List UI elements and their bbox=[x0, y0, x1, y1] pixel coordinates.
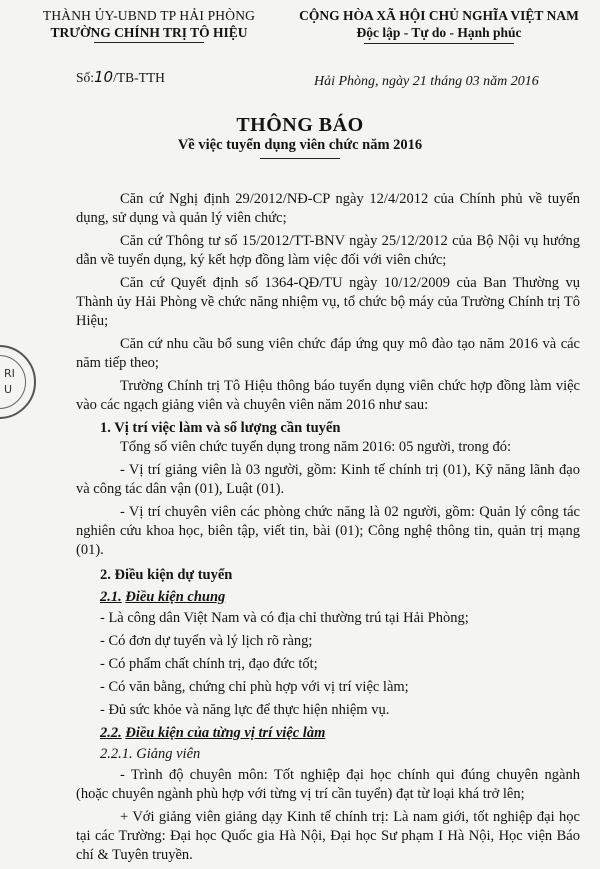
national-heading bbox=[284, 8, 594, 44]
general-condition: - Có phẩm chất chính trị, đạo đức tốt; bbox=[100, 656, 318, 672]
section-2-heading: 2. Điều kiện dự tuyển bbox=[100, 567, 233, 583]
legal-basis-2: Căn cứ Thông tư số 15/2012/TT-BNV ngày 25/12/2012 của Bộ Nội vụ hướng dẫn về tuyển dụng, ký kết hợp đồng làm việc đối với viên chức; bbox=[76, 233, 580, 268]
document-title: THÔNG BÁO bbox=[236, 114, 364, 136]
seal-mark-1: RI bbox=[4, 367, 15, 380]
section-1-heading: 1. Vị trí việc làm và số lượng cần tuyển bbox=[100, 420, 341, 436]
issuer-parent-org: THÀNH ỦY-UBND TP HẢI PHÒNG bbox=[42, 8, 256, 23]
section-2-1-heading bbox=[100, 588, 580, 607]
issuer-org: TRƯỜNG CHÍNH TRỊ TÔ HIỆU bbox=[50, 25, 248, 40]
legal-basis-4: Căn cứ nhu cầu bổ sung viên chức đáp ứng quy mô đào tạo năm 2016 và các năm tiếp theo; bbox=[76, 336, 580, 371]
document-body bbox=[76, 190, 580, 869]
section-2-2-heading bbox=[100, 724, 580, 743]
general-condition: - Có đơn dự tuyển và lý lịch rõ ràng; bbox=[100, 633, 313, 649]
national-motto: Độc lập - Tự do - Hạnh phúc bbox=[356, 25, 522, 40]
seal-mark-2: U bbox=[4, 383, 13, 396]
section-2-1-number: 2.1. bbox=[100, 589, 122, 605]
section-1-specialists: - Vị trí chuyên viên các phòng chức năng là 02 người, gồm: Quản lý công tác nghiên cứu khoa học, biên tập, viết tin, bài (01); Công nghệ thông tin, quản trị mạng (01). bbox=[76, 504, 580, 558]
lecturer-qualification: - Trình độ chuyên môn: Tốt nghiệp đại học chính qui đúng chuyên ngành (hoặc chuyên ngành phù hợp với từng vị trí cần tuyển) đạt từ loại khá trở lên; bbox=[76, 767, 580, 802]
general-condition: - Đủ sức khỏe và năng lực để thực hiện nhiệm vụ. bbox=[100, 702, 390, 718]
seal-inner-ring bbox=[0, 355, 26, 409]
section-2-2-title: Điều kiện của từng vị trí việc làm bbox=[125, 725, 326, 741]
subtitle-underline bbox=[260, 158, 340, 159]
section-2-2-1-heading: 2.2.1. Giảng viên bbox=[100, 746, 201, 762]
announcement-intro: Trường Chính trị Tô Hiệu thông báo tuyển dụng viên chức hợp đồng làm việc vào các ngạch giảng viên và chuyên viên năm 2016 như sau: bbox=[76, 378, 580, 413]
legal-basis-3: Căn cứ Quyết định số 1364-QĐ/TU ngày 10/12/2009 của Ban Thường vụ Thành ủy Hải Phòng về chức năng nhiệm vụ, tổ chức bộ máy của Trường Chính trị Tô Hiệu; bbox=[76, 275, 580, 329]
doc-no-prefix: Số: bbox=[76, 70, 95, 85]
political-economy-lecturer-requirement: + Với giảng viên giảng dạy Kinh tế chính trị: Là nam giới, tốt nghiệp đại học tại các Trường: Đại học Quốc gia Hà Nội, Đại học Sư phạm I Hà Nội, Học viện Báo chí & Tuyên truyền. bbox=[76, 809, 580, 863]
document-number bbox=[76, 68, 165, 86]
section-1-total: Tổng số viên chức tuyển dụng trong năm 2016: 05 người, trong đó: bbox=[120, 439, 512, 455]
nation-name: CỘNG HÒA XÃ HỘI CHỦ NGHĨA VIỆT NAM bbox=[299, 8, 579, 23]
general-condition: - Là công dân Việt Nam và có địa chỉ thường trú tại Hải Phòng; bbox=[100, 610, 469, 626]
legal-basis-1: Căn cứ Nghị định 29/2012/NĐ-CP ngày 12/4/2012 của Chính phủ về tuyển dụng, sử dụng và quản lý viên chức; bbox=[76, 191, 580, 226]
section-2-2-number: 2.2. bbox=[100, 725, 122, 741]
section-1-lecturers: - Vị trí giảng viên là 03 người, gồm: Kinh tế chính trị (01), Kỹ năng lãnh đạo và công tác dân vận (01), Luật (01). bbox=[76, 462, 580, 497]
document-subtitle: Về việc tuyển dụng viên chức năm 2016 bbox=[177, 137, 423, 153]
general-condition: - Có văn bằng, chứng chỉ phù hợp với vị trí việc làm; bbox=[100, 679, 409, 695]
doc-no-suffix: /TB-TTH bbox=[113, 70, 165, 85]
official-seal-fragment bbox=[0, 345, 36, 419]
issuer-block bbox=[14, 8, 284, 43]
doc-no-handwritten: 10 bbox=[94, 68, 114, 86]
issuer-underline bbox=[94, 42, 204, 43]
motto-underline bbox=[364, 43, 514, 44]
issue-date: Hải Phòng, ngày 21 tháng 03 năm 2016 bbox=[314, 74, 539, 89]
section-2-1-title: Điều kiện chung bbox=[125, 589, 226, 605]
